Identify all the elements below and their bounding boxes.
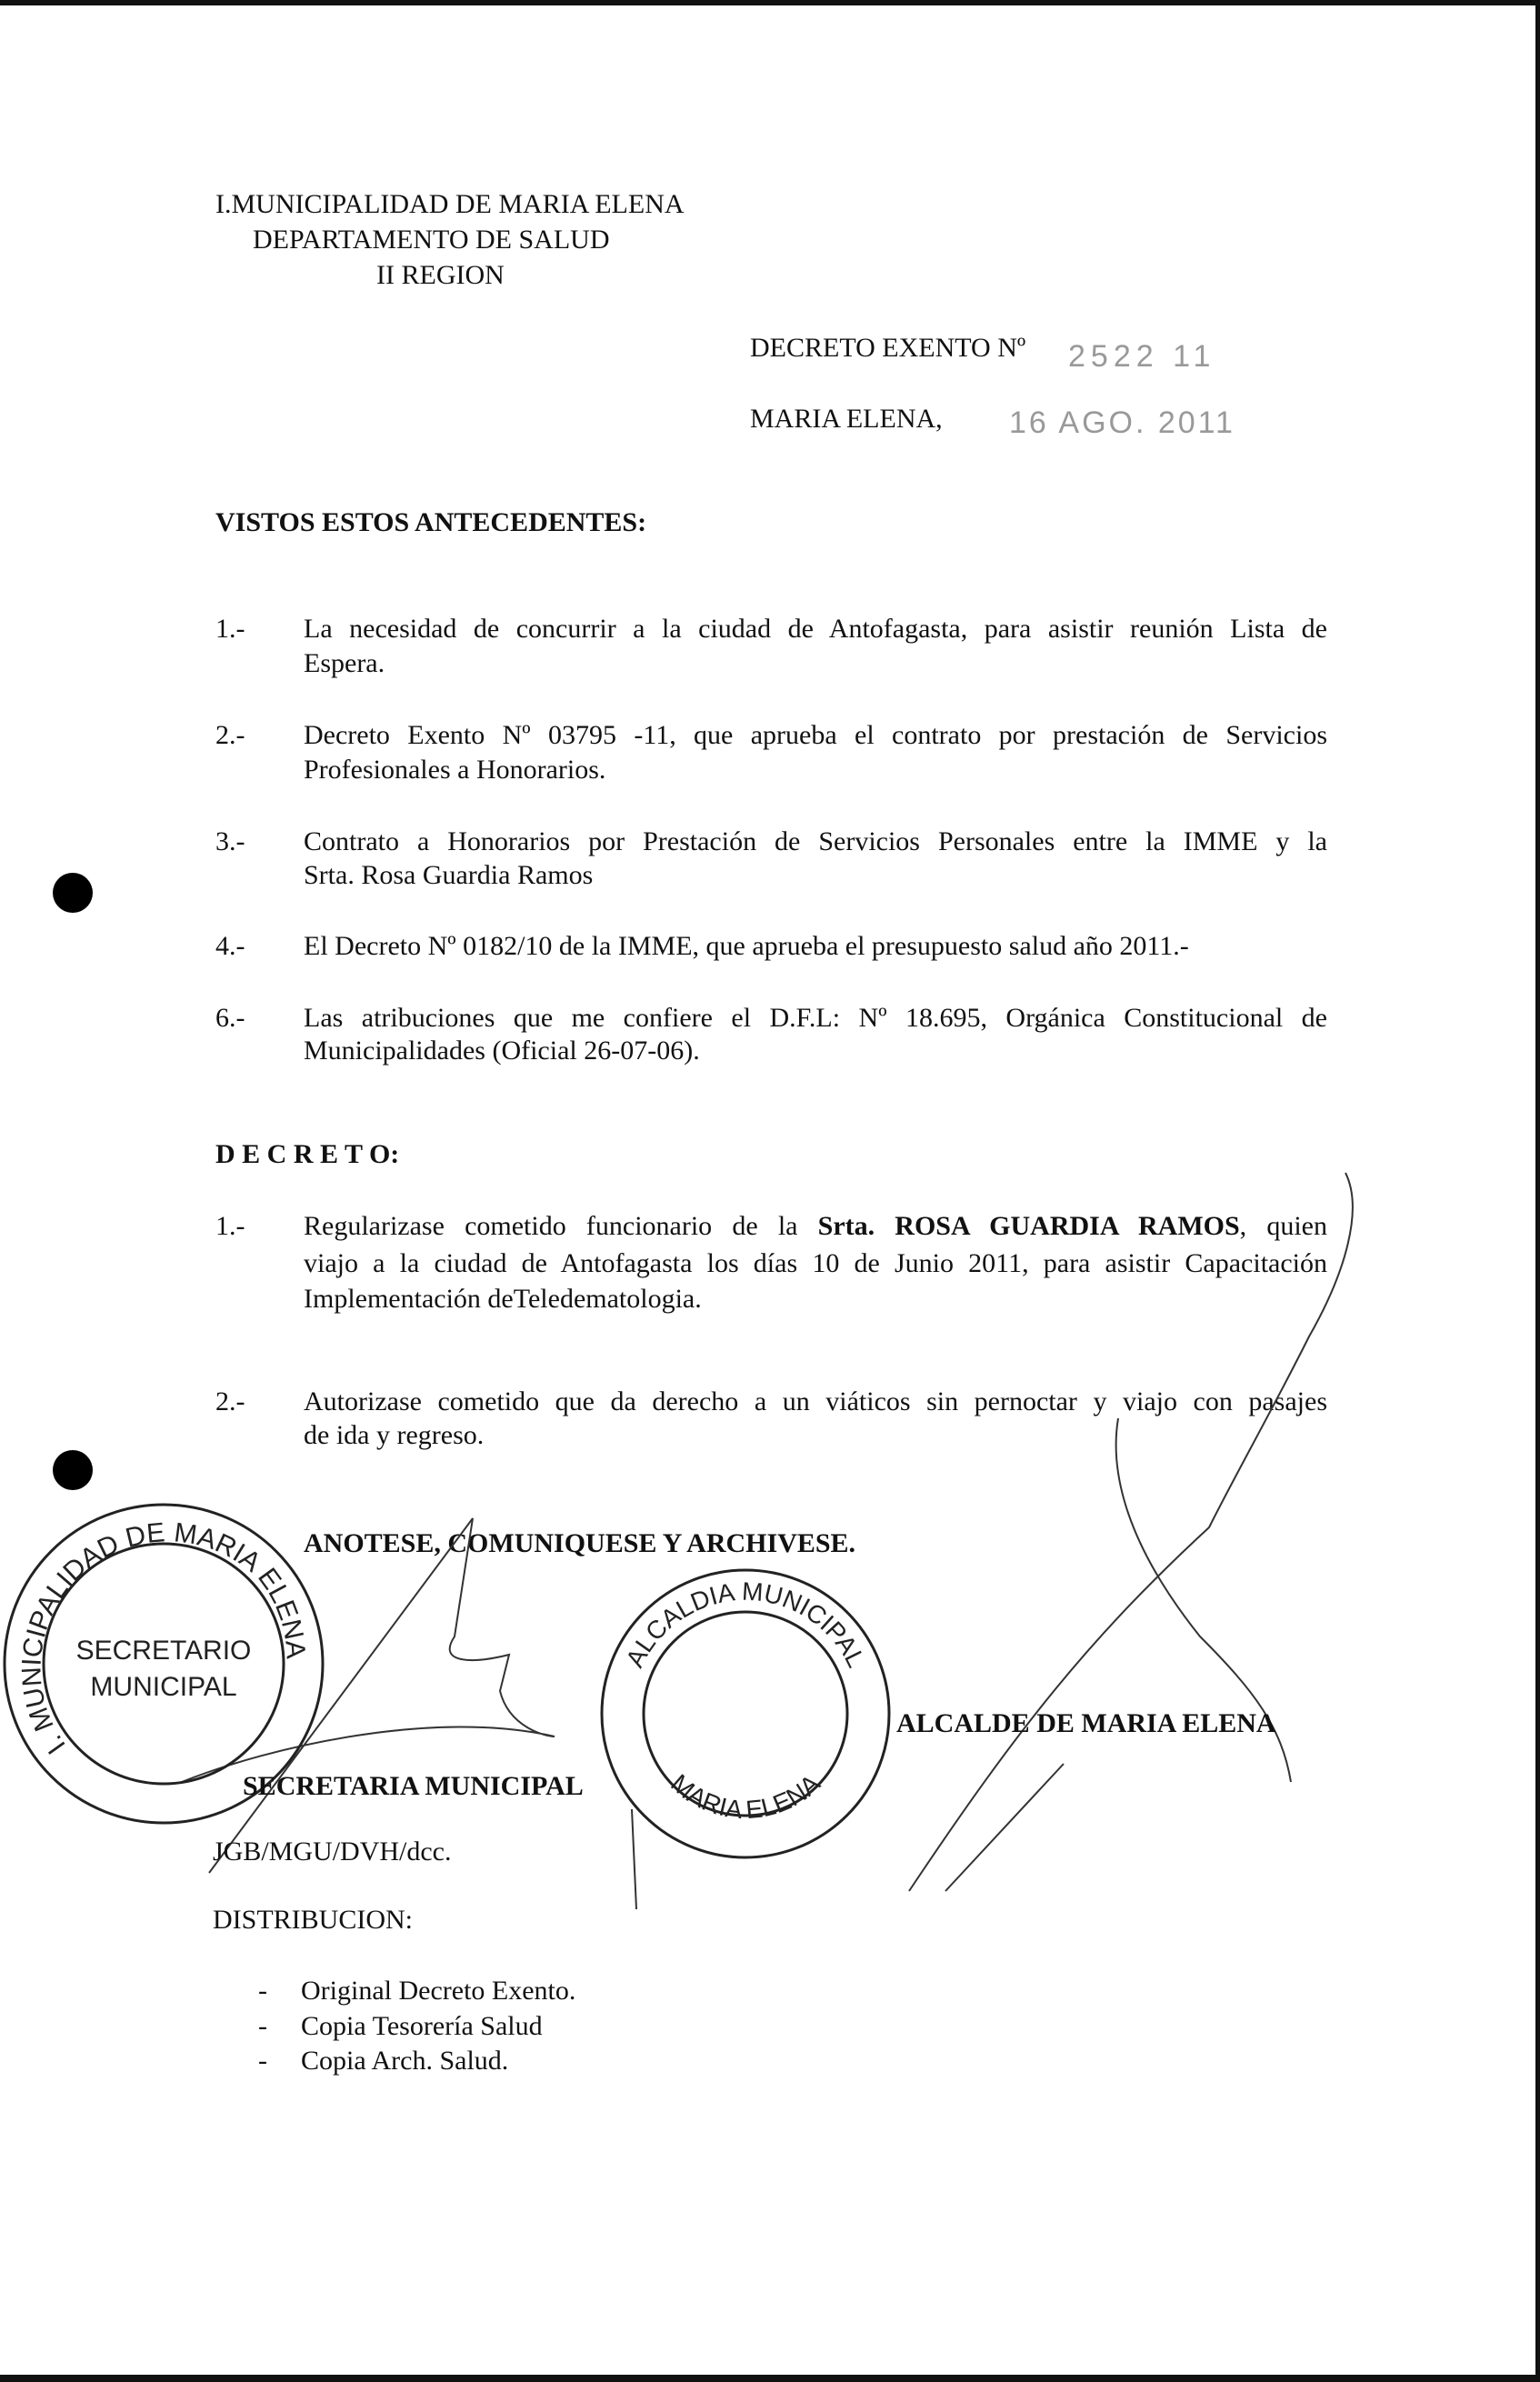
item-text: Contrato a Honorarios por Prestación de Servicios Personales entre la IMME y la xyxy=(304,826,1327,856)
header-region: II REGION xyxy=(376,260,505,290)
distribution-item: Copia Tesorería Salud xyxy=(301,2011,543,2041)
item-text: de ida y regreso. xyxy=(304,1420,485,1450)
item-text: Las atribuciones que me confiere el D.F.L: Nº 18.695, Orgánica Constitucional de xyxy=(304,1003,1327,1033)
item-text: Municipalidades (Oficial 26-07-06). xyxy=(304,1036,700,1066)
closing-formula: ANOTESE, COMUNIQUESE Y ARCHIVESE. xyxy=(304,1528,856,1558)
item-number: 1.- xyxy=(215,1211,245,1241)
list-dash: - xyxy=(258,1976,267,2006)
distribution-item: Copia Arch. Salud. xyxy=(301,2046,509,2076)
item-text: Implementación deTeledematologia. xyxy=(304,1284,702,1314)
person-name: Srta. ROSA GUARDIA RAMOS xyxy=(817,1211,1240,1241)
item-text: La necesidad de concurrir a la ciudad de Antofagasta, para asistir reunión Lista de xyxy=(304,614,1327,644)
decree-place: MARIA ELENA, xyxy=(750,404,943,434)
item-text: Espera. xyxy=(304,648,385,678)
item-text: Decreto Exento Nº 03795 -11, que aprueba el contrato por prestación de Servicios xyxy=(304,720,1327,750)
secretaria-signature-label: SECRETARIA MUNICIPAL xyxy=(243,1771,584,1801)
item-text: Autorizase cometido que da derecho a un viáticos sin pernoctar y viajo con pasajes xyxy=(304,1386,1327,1416)
item-number: 6.- xyxy=(215,1003,245,1033)
distribution-heading: DISTRIBUCION: xyxy=(213,1905,414,1935)
decreto-heading: D E C R E T O: xyxy=(215,1139,400,1169)
initials: JGB/MGU/DVH/dcc. xyxy=(213,1837,452,1867)
alcalde-signature-label: ALCALDE DE MARIA ELENA xyxy=(896,1708,1276,1738)
item-number: 3.- xyxy=(215,826,245,856)
item-number: 1.- xyxy=(215,614,245,644)
header-municipality: I.MUNICIPALIDAD DE MARIA ELENA xyxy=(215,189,685,219)
decree-date-stamp: 16 AGO. 2011 xyxy=(1009,405,1235,440)
item-text-part: , quien xyxy=(1239,1211,1327,1241)
item-text-part: Regularizase cometido funcionario de la xyxy=(304,1211,818,1241)
seal-inner-text: MUNICIPAL xyxy=(90,1672,237,1702)
item-text: viajo a la ciudad de Antofagasta los días 10 de Junio 2011, para asistir Capacitación xyxy=(304,1248,1327,1278)
decree-number-stamp: 2522 11 xyxy=(1068,339,1216,374)
header-department: DEPARTAMENTO DE SALUD xyxy=(253,225,610,255)
seal-inner-text: SECRETARIO xyxy=(75,1636,252,1666)
item-number: 2.- xyxy=(215,1386,245,1416)
list-dash: - xyxy=(258,2011,267,2041)
item-text: El Decreto Nº 0182/10 de la IMME, que aprueba el presupuesto salud año 2011.- xyxy=(304,931,1189,961)
decree-label: DECRETO EXENTO Nº xyxy=(750,333,1026,363)
seal-bottom-text: MARIA ELENA xyxy=(665,1768,825,1825)
distribution-item: Original Decreto Exento. xyxy=(301,1976,576,2006)
seal-outer-text: I. MUNICIPALIDAD DE MARIA ELENA xyxy=(16,1517,311,1760)
item-text: Srta. Rosa Guardia Ramos xyxy=(304,860,594,890)
item-text: Profesionales a Honorarios. xyxy=(304,755,606,785)
item-number: 4.- xyxy=(215,931,245,961)
seal-top-text: ALCALDIA MUNICIPAL xyxy=(620,1576,871,1672)
vistos-heading: VISTOS ESTOS ANTECEDENTES: xyxy=(215,507,647,537)
item-number: 2.- xyxy=(215,720,245,750)
list-dash: - xyxy=(258,2046,267,2076)
